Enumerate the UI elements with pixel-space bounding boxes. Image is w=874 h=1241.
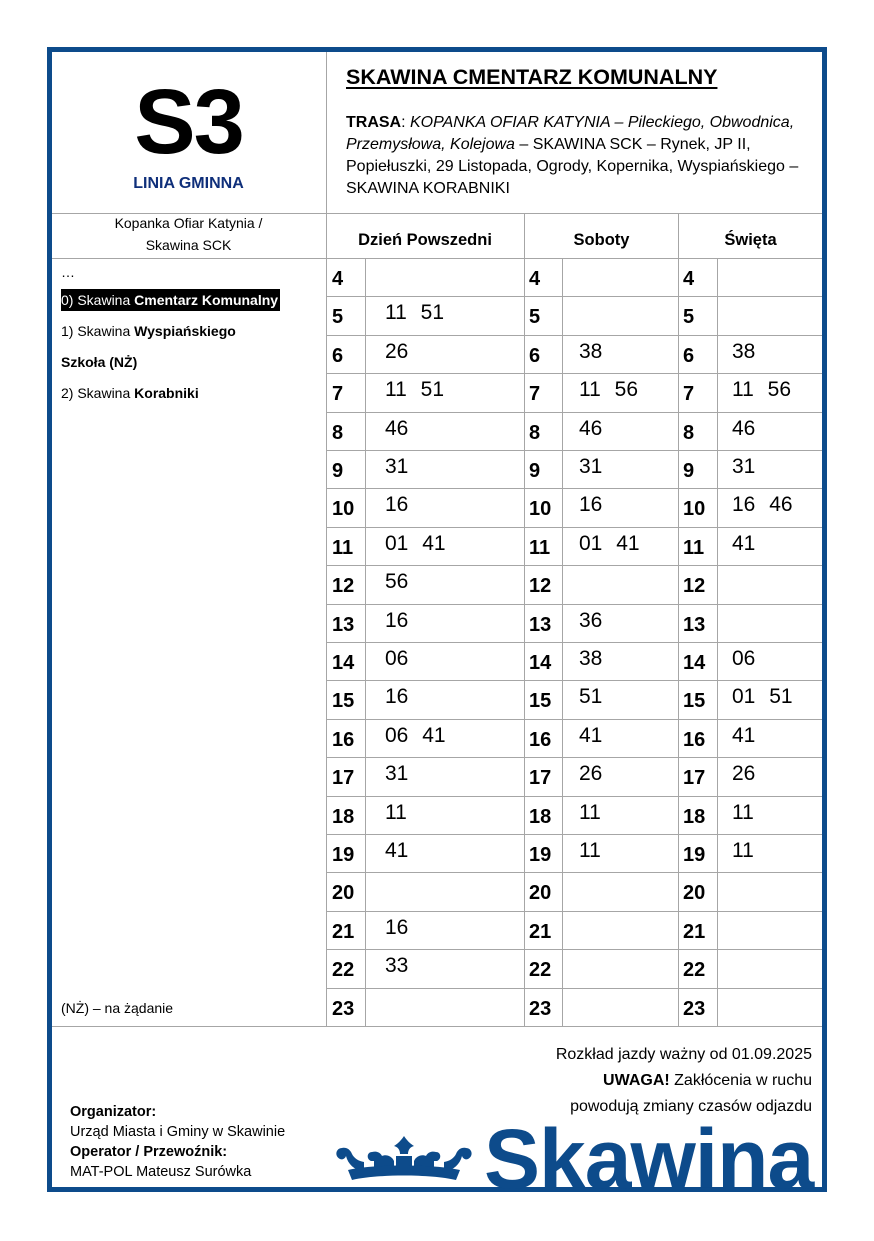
hour-cell-weekday: 13 xyxy=(332,614,355,636)
direction-line-1: Kopanka Ofiar Katynia / xyxy=(114,215,263,231)
hour-cell-weekday: 5 xyxy=(332,306,344,328)
hour-cell-holiday: 18 xyxy=(683,806,706,828)
direction-line-2: Skawina SCK xyxy=(145,237,232,253)
minutes-cell-holiday: 01 51 xyxy=(732,685,793,708)
minutes-cell-saturday: 36 xyxy=(579,609,603,632)
operator-name: MAT-POL Mateusz Surówka xyxy=(70,1164,252,1180)
hour-cell-saturday: 13 xyxy=(529,614,552,636)
hour-cell-holiday: 14 xyxy=(683,652,706,674)
stop-item xyxy=(61,354,137,370)
minutes-cell-saturday: 46 xyxy=(579,417,603,440)
row-divider xyxy=(326,488,822,489)
hour-cell-weekday: 8 xyxy=(332,422,344,444)
minutes-cell-weekday: 16 xyxy=(385,609,409,632)
direction-label xyxy=(52,212,325,256)
minutes-cell-saturday: 01 41 xyxy=(579,532,640,555)
row-divider xyxy=(326,527,822,528)
hour-cell-weekday: 23 xyxy=(332,998,355,1020)
hour-cell-saturday: 4 xyxy=(529,268,541,290)
stop-prefix: 2) Skawina xyxy=(61,385,135,401)
hour-cell-saturday: 15 xyxy=(529,690,552,712)
minutes-cell-weekday: 11 xyxy=(385,801,407,824)
stop-prefix: 1) Skawina xyxy=(61,323,135,339)
hour-cell-weekday: 19 xyxy=(332,844,355,866)
column-header-holiday: Święta xyxy=(724,231,777,249)
hour-cell-saturday: 22 xyxy=(529,959,552,981)
hour-cell-holiday: 5 xyxy=(683,306,695,328)
minutes-cell-holiday: 26 xyxy=(732,762,756,785)
row-divider xyxy=(326,565,822,566)
hour-cell-saturday: 11 xyxy=(529,537,551,559)
hour-cell-holiday: 12 xyxy=(683,575,706,597)
hour-cell-holiday: 19 xyxy=(683,844,706,866)
hour-cell-saturday: 16 xyxy=(529,729,552,751)
hour-cell-weekday: 7 xyxy=(332,383,344,405)
hour-cell-holiday: 22 xyxy=(683,959,706,981)
hour-cell-holiday: 11 xyxy=(683,537,705,559)
hour-cell-holiday: 17 xyxy=(683,767,706,789)
minutes-cell-holiday: 11 56 xyxy=(732,378,791,401)
hour-cell-weekday: 16 xyxy=(332,729,355,751)
line-number: S3 xyxy=(134,71,243,173)
hour-cell-weekday: 9 xyxy=(332,460,344,482)
hour-cell-holiday: 7 xyxy=(683,383,695,405)
stop-name: Cmentarz Komunalny xyxy=(134,292,279,308)
organizer-name: Urząd Miasta i Gminy w Skawinie xyxy=(70,1124,286,1140)
row-divider xyxy=(326,450,822,451)
row-divider xyxy=(326,796,822,797)
minutes-cell-saturday: 41 xyxy=(579,724,603,747)
minutes-cell-weekday: 56 xyxy=(385,570,409,593)
stop-name: Korabniki xyxy=(134,385,199,401)
minutes-cell-holiday: 11 xyxy=(732,839,754,862)
hour-cell-weekday: 4 xyxy=(332,268,344,290)
crown-logo-icon xyxy=(334,1134,474,1192)
hour-cell-weekday: 17 xyxy=(332,767,355,789)
minutes-cell-weekday: 26 xyxy=(385,340,409,363)
hour-cell-saturday: 21 xyxy=(529,921,552,943)
hour-cell-holiday: 6 xyxy=(683,345,695,367)
row-divider xyxy=(326,604,822,605)
route-label: TRASA xyxy=(346,114,402,131)
stop-name: Wyspiańskiego xyxy=(134,323,236,339)
stop-item-current xyxy=(61,289,280,311)
hour-cell-saturday: 18 xyxy=(529,806,552,828)
hour-cell-weekday: 14 xyxy=(332,652,355,674)
hour-cell-holiday: 23 xyxy=(683,998,706,1020)
column-header-weekday: Dzień Powszedni xyxy=(358,231,492,249)
hour-cell-weekday: 12 xyxy=(332,575,355,597)
divider-header-vertical xyxy=(326,52,327,1026)
skawina-logo-text: Skawina xyxy=(484,1112,814,1206)
line-type-label: LINIA GMINNA xyxy=(133,175,244,192)
column-header-saturday: Soboty xyxy=(573,231,630,249)
stop-name: Szkoła (NŻ) xyxy=(61,354,138,370)
minutes-cell-saturday: 11 xyxy=(579,839,601,862)
hour-cell-saturday: 7 xyxy=(529,383,541,405)
row-divider xyxy=(326,373,822,374)
route-italic-part: KOPANKA OFIAR KATYNIA – Pileckiego, Obwodnica, Przemysłowa, Kolejowa xyxy=(346,114,795,153)
row-divider xyxy=(326,988,822,989)
minutes-cell-weekday: 41 xyxy=(385,839,409,862)
minutes-cell-weekday: 16 xyxy=(385,685,409,708)
minutes-cell-holiday: 46 xyxy=(732,417,756,440)
hour-cell-saturday: 9 xyxy=(529,460,541,482)
stop-prefix: 0) Skawina xyxy=(61,292,135,308)
minutes-cell-saturday: 38 xyxy=(579,647,603,670)
hour-cell-weekday: 10 xyxy=(332,498,355,520)
route-rest: – SKAWINA SCK – Rynek, JP II, Popiełuszki, 29 Listopada, Ogrody, Kopernika, Wyspiańskiego – SKAWINA KORABNIKI xyxy=(346,136,799,197)
row-divider xyxy=(326,834,822,835)
row-divider xyxy=(326,719,822,720)
minutes-cell-saturday: 11 56 xyxy=(579,378,638,401)
warning-text: Zakłócenia w ruchu xyxy=(669,1072,812,1089)
row-divider xyxy=(326,412,822,413)
on-request-note: (NŻ) – na żądanie xyxy=(61,1000,174,1016)
minutes-cell-saturday: 51 xyxy=(579,685,603,708)
minutes-cell-holiday: 31 xyxy=(732,455,756,478)
hour-cell-holiday: 9 xyxy=(683,460,695,482)
hour-cell-saturday: 14 xyxy=(529,652,552,674)
hour-cell-weekday: 18 xyxy=(332,806,355,828)
hour-cell-saturday: 10 xyxy=(529,498,552,520)
organizer-info xyxy=(70,1102,285,1182)
row-divider xyxy=(326,296,822,297)
minutes-cell-holiday: 16 46 xyxy=(732,493,793,516)
warning-label: UWAGA! xyxy=(603,1072,670,1089)
minutes-cell-weekday: 11 51 xyxy=(385,378,444,401)
hour-cell-saturday: 6 xyxy=(529,345,541,367)
minutes-cell-weekday: 06 xyxy=(385,647,409,670)
minutes-cell-weekday: 33 xyxy=(385,954,409,977)
minutes-cell-holiday: 41 xyxy=(732,532,756,555)
route-description: TRASA: KOPANKA OFIAR KATYNIA – Pileckiego, Obwodnica, Przemysłowa, Kolejowa – SKAWINA SCK – Rynek, JP II, Popiełuszki, 29 Listopada, Ogrody, Kopernika, Wyspiańskiego – SKAWINA KORABNIKI xyxy=(346,114,799,197)
hour-cell-weekday: 6 xyxy=(332,345,344,367)
hour-cell-holiday: 20 xyxy=(683,882,706,904)
minutes-cell-saturday: 26 xyxy=(579,762,603,785)
hour-cell-weekday: 20 xyxy=(332,882,355,904)
operator-label: Operator / Przewoźnik: xyxy=(70,1144,228,1160)
hour-cell-holiday: 15 xyxy=(683,690,706,712)
minutes-cell-weekday: 31 xyxy=(385,455,409,478)
row-divider xyxy=(326,911,822,912)
minutes-cell-saturday: 16 xyxy=(579,493,603,516)
hour-cell-saturday: 5 xyxy=(529,306,541,328)
hour-cell-holiday: 21 xyxy=(683,921,706,943)
hour-cell-saturday: 19 xyxy=(529,844,552,866)
hour-cell-saturday: 20 xyxy=(529,882,552,904)
minutes-cell-weekday: 31 xyxy=(385,762,409,785)
stops-ellipsis: … xyxy=(61,264,75,280)
row-divider xyxy=(326,680,822,681)
minutes-cell-weekday: 01 41 xyxy=(385,532,446,555)
hour-cell-weekday: 11 xyxy=(332,537,354,559)
hour-cell-holiday: 4 xyxy=(683,268,695,290)
minutes-cell-weekday: 16 xyxy=(385,916,409,939)
row-divider xyxy=(326,335,822,336)
minutes-cell-holiday: 38 xyxy=(732,340,756,363)
hour-cell-saturday: 23 xyxy=(529,998,552,1020)
hour-cell-weekday: 21 xyxy=(332,921,355,943)
organizer-label: Organizator: xyxy=(70,1104,157,1120)
hour-cell-holiday: 10 xyxy=(683,498,706,520)
minutes-cell-holiday: 41 xyxy=(732,724,756,747)
row-divider xyxy=(326,872,822,873)
row-divider xyxy=(326,949,822,950)
minutes-cell-saturday: 38 xyxy=(579,340,603,363)
hour-cell-weekday: 15 xyxy=(332,690,355,712)
minutes-cell-saturday: 11 xyxy=(579,801,601,824)
validity-date: Rozkład jazdy ważny od 01.09.2025 xyxy=(555,1046,812,1063)
minutes-cell-weekday: 06 41 xyxy=(385,724,446,747)
hour-cell-saturday: 12 xyxy=(529,575,552,597)
hour-cell-holiday: 8 xyxy=(683,422,695,444)
minutes-cell-weekday: 16 xyxy=(385,493,409,516)
minutes-cell-weekday: 46 xyxy=(385,417,409,440)
hour-cell-saturday: 17 xyxy=(529,767,552,789)
minutes-cell-holiday: 06 xyxy=(732,647,756,670)
hour-cell-weekday: 22 xyxy=(332,959,355,981)
minutes-cell-holiday: 11 xyxy=(732,801,754,824)
hour-cell-holiday: 13 xyxy=(683,614,706,636)
timetable-frame xyxy=(47,47,827,1206)
row-divider xyxy=(326,642,822,643)
hour-cell-saturday: 8 xyxy=(529,422,541,444)
hour-cell-holiday: 16 xyxy=(683,729,706,751)
divider-table-bottom xyxy=(52,1026,822,1027)
validity-info xyxy=(556,1042,812,1120)
stop-item xyxy=(61,385,199,401)
minutes-cell-saturday: 31 xyxy=(579,455,603,478)
stop-title: SKAWINA CMENTARZ KOMUNALNY xyxy=(346,65,718,89)
stop-item xyxy=(61,323,236,339)
row-divider xyxy=(326,757,822,758)
warning-line-1 xyxy=(556,1068,812,1094)
warning-line-2: powodują zmiany czasów odjazdu xyxy=(570,1098,812,1115)
minutes-cell-weekday: 11 51 xyxy=(385,301,444,324)
